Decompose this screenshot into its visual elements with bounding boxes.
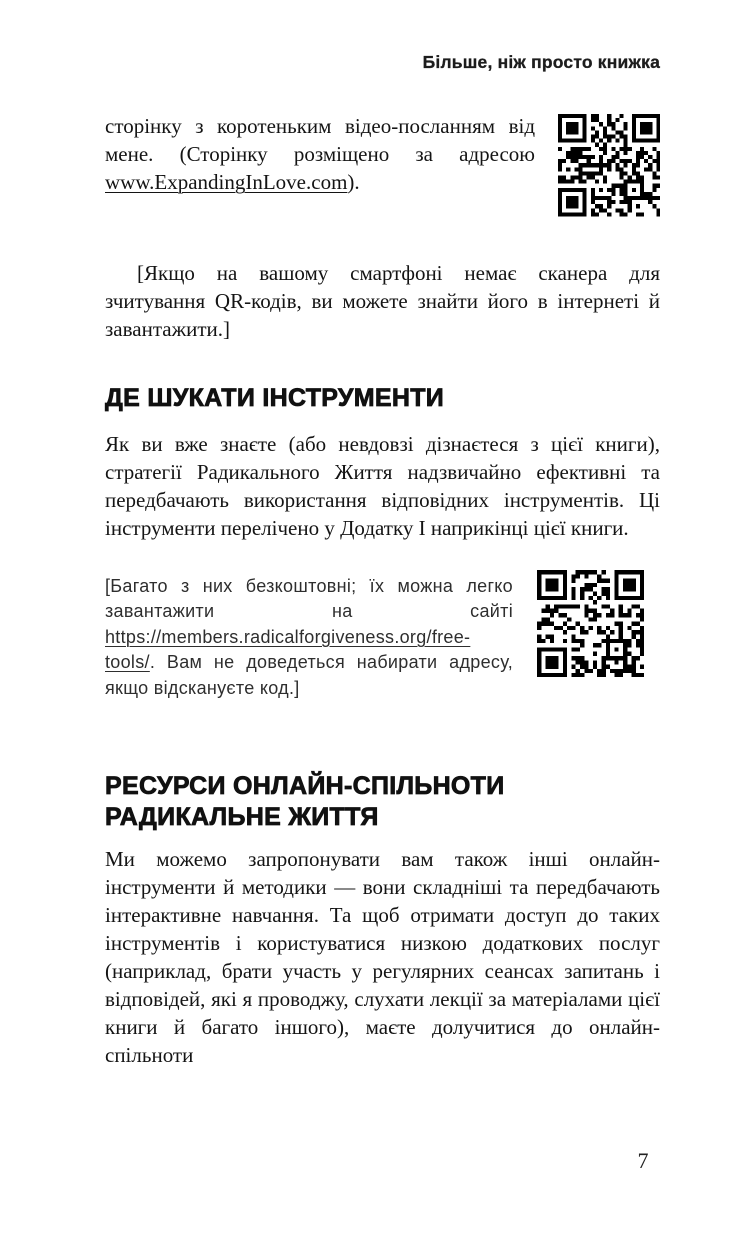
qr-code-free-tools-icon bbox=[537, 570, 645, 678]
section-heading-online-community: РЕСУРСИ ОНЛАЙН-СПІЛЬНОТИ РАДИКАЛЬНЕ ЖИТТЯ bbox=[105, 772, 505, 831]
free-tools-note bbox=[105, 574, 513, 702]
intro-paragraph bbox=[105, 112, 535, 196]
free-tools-note-text: [Багато з них безкоштовні; їх можна легко завантажити на сайті bbox=[105, 575, 513, 621]
running-header: Більше, ніж просто книжка bbox=[422, 52, 660, 72]
qr-code-video-message-icon bbox=[558, 114, 661, 217]
page-number: 7 bbox=[637, 1148, 649, 1173]
scanner-note-paragraph: [Якщо на вашому смартфоні немає сканера для зчитування QR-кодів, ви можете знайти його в інтернеті й завантажити.] bbox=[105, 260, 660, 341]
online-community-paragraph: Ми можемо запропонувати вам також інші онлайн-інструменти й методики — вони складніші та передбачають інтерактивне навчання. Та щоб отримати доступ до таких інструментів і користуватися низкою додаткових послуг (наприклад, брати участь у регулярних сеансах запитань і відповідей, які я проводжу, слухати лекції за матеріалами цієї книги й багато іншого), маєте долучитися до онлайн-спільноти bbox=[105, 847, 660, 1067]
expanding-in-love-link[interactable]: www.ExpandingInLove.com bbox=[105, 170, 348, 194]
intro-row bbox=[105, 112, 660, 217]
intro-paragraph-text-end: ). bbox=[347, 170, 360, 194]
free-tools-note-text-end: . Вам не доведеться набирати адресу, якщо відскануєте код.] bbox=[105, 652, 513, 698]
book-page bbox=[0, 52, 756, 1233]
section-heading-where-to-find-tools: ДЕ ШУКАТИ ІНСТРУМЕНТИ bbox=[105, 383, 445, 412]
tools-paragraph: Як ви вже знаєте (або невдовзі дізнаєтеся з цієї книги), стратегії Радикального Життя надзвичайно ефективні та передбачають використання відповідних інструментів. Ці інструменти перелічено у Додатку І наприкінці цієї книги. bbox=[105, 431, 660, 540]
free-tools-note-row bbox=[105, 570, 660, 702]
intro-paragraph-text: сторінку з коротеньким відео-посланням від мене. (Сторінку розміщено за адресою bbox=[105, 114, 535, 166]
free-tools-link[interactable]: https://members.radicalforgiveness.org/free-tools/ bbox=[105, 626, 471, 672]
